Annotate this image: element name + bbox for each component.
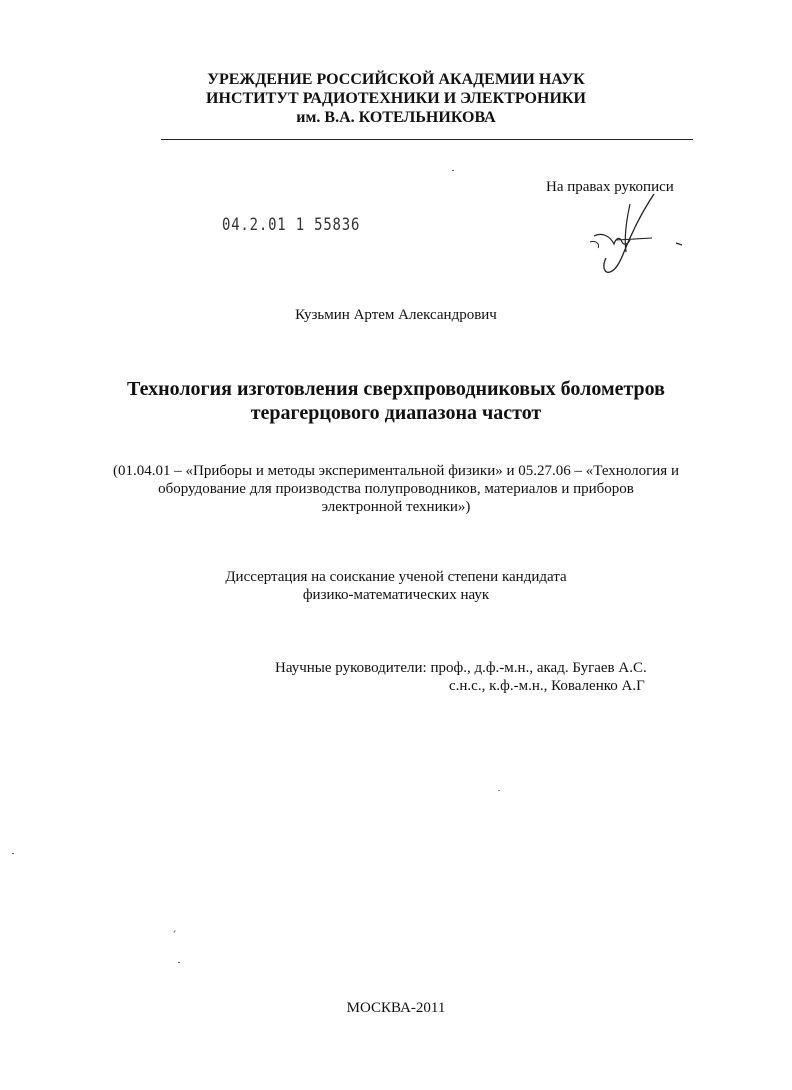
header-divider — [161, 139, 693, 140]
dissertation-title-line-2: терагерцового диапазона частот — [250, 402, 542, 424]
supervisors-line-2: с.н.с., к.ф.-м.н., Коваленко А.Г — [449, 678, 645, 694]
degree-line-2: физико-математических наук — [302, 587, 490, 603]
specialty-line-3: электронной техники») — [321, 499, 471, 515]
scan-speck — [498, 790, 500, 791]
signature-mark — [580, 192, 690, 282]
institution-line-1: УРЕЖДЕНИЕ РОССИЙСКОЙ АКАДЕМИИ НАУК — [207, 71, 585, 88]
institution-line-2: ИНСТИТУТ РАДИОТЕХНИКИ И ЭЛЕКТРОНИКИ — [206, 90, 586, 107]
author-name: Кузьмин Артем Александрович — [295, 307, 497, 323]
scan-speck — [173, 930, 175, 933]
specialty-line-2: оборудование для производства полупроводников, материалов и приборов — [158, 481, 634, 497]
signature — [580, 192, 690, 282]
institution-line-3: им. В.А. КОТЕЛЬНИКОВА — [296, 109, 496, 126]
dissertation-title-line-1: Технология изготовления сверхпроводниковых болометров — [127, 378, 665, 400]
scan-speck — [178, 962, 180, 963]
city-year: МОСКВА-2011 — [346, 1000, 446, 1016]
degree-line-1: Диссертация на соискание ученой степени кандидата — [225, 569, 567, 585]
supervisors-line-1: Научные руководители: проф., д.ф.-м.н., акад. Бугаев А.С. — [275, 660, 647, 676]
specialty-line-1: (01.04.01 – «Приборы и методы экспериментальной физики» и 05.27.06 – «Технология и — [113, 463, 679, 479]
registration-stamp: 04.2.01 1 55836 — [222, 215, 361, 235]
scan-speck — [12, 853, 14, 854]
scan-speck — [452, 170, 454, 171]
rights-note: На правах рукописи — [546, 179, 674, 195]
